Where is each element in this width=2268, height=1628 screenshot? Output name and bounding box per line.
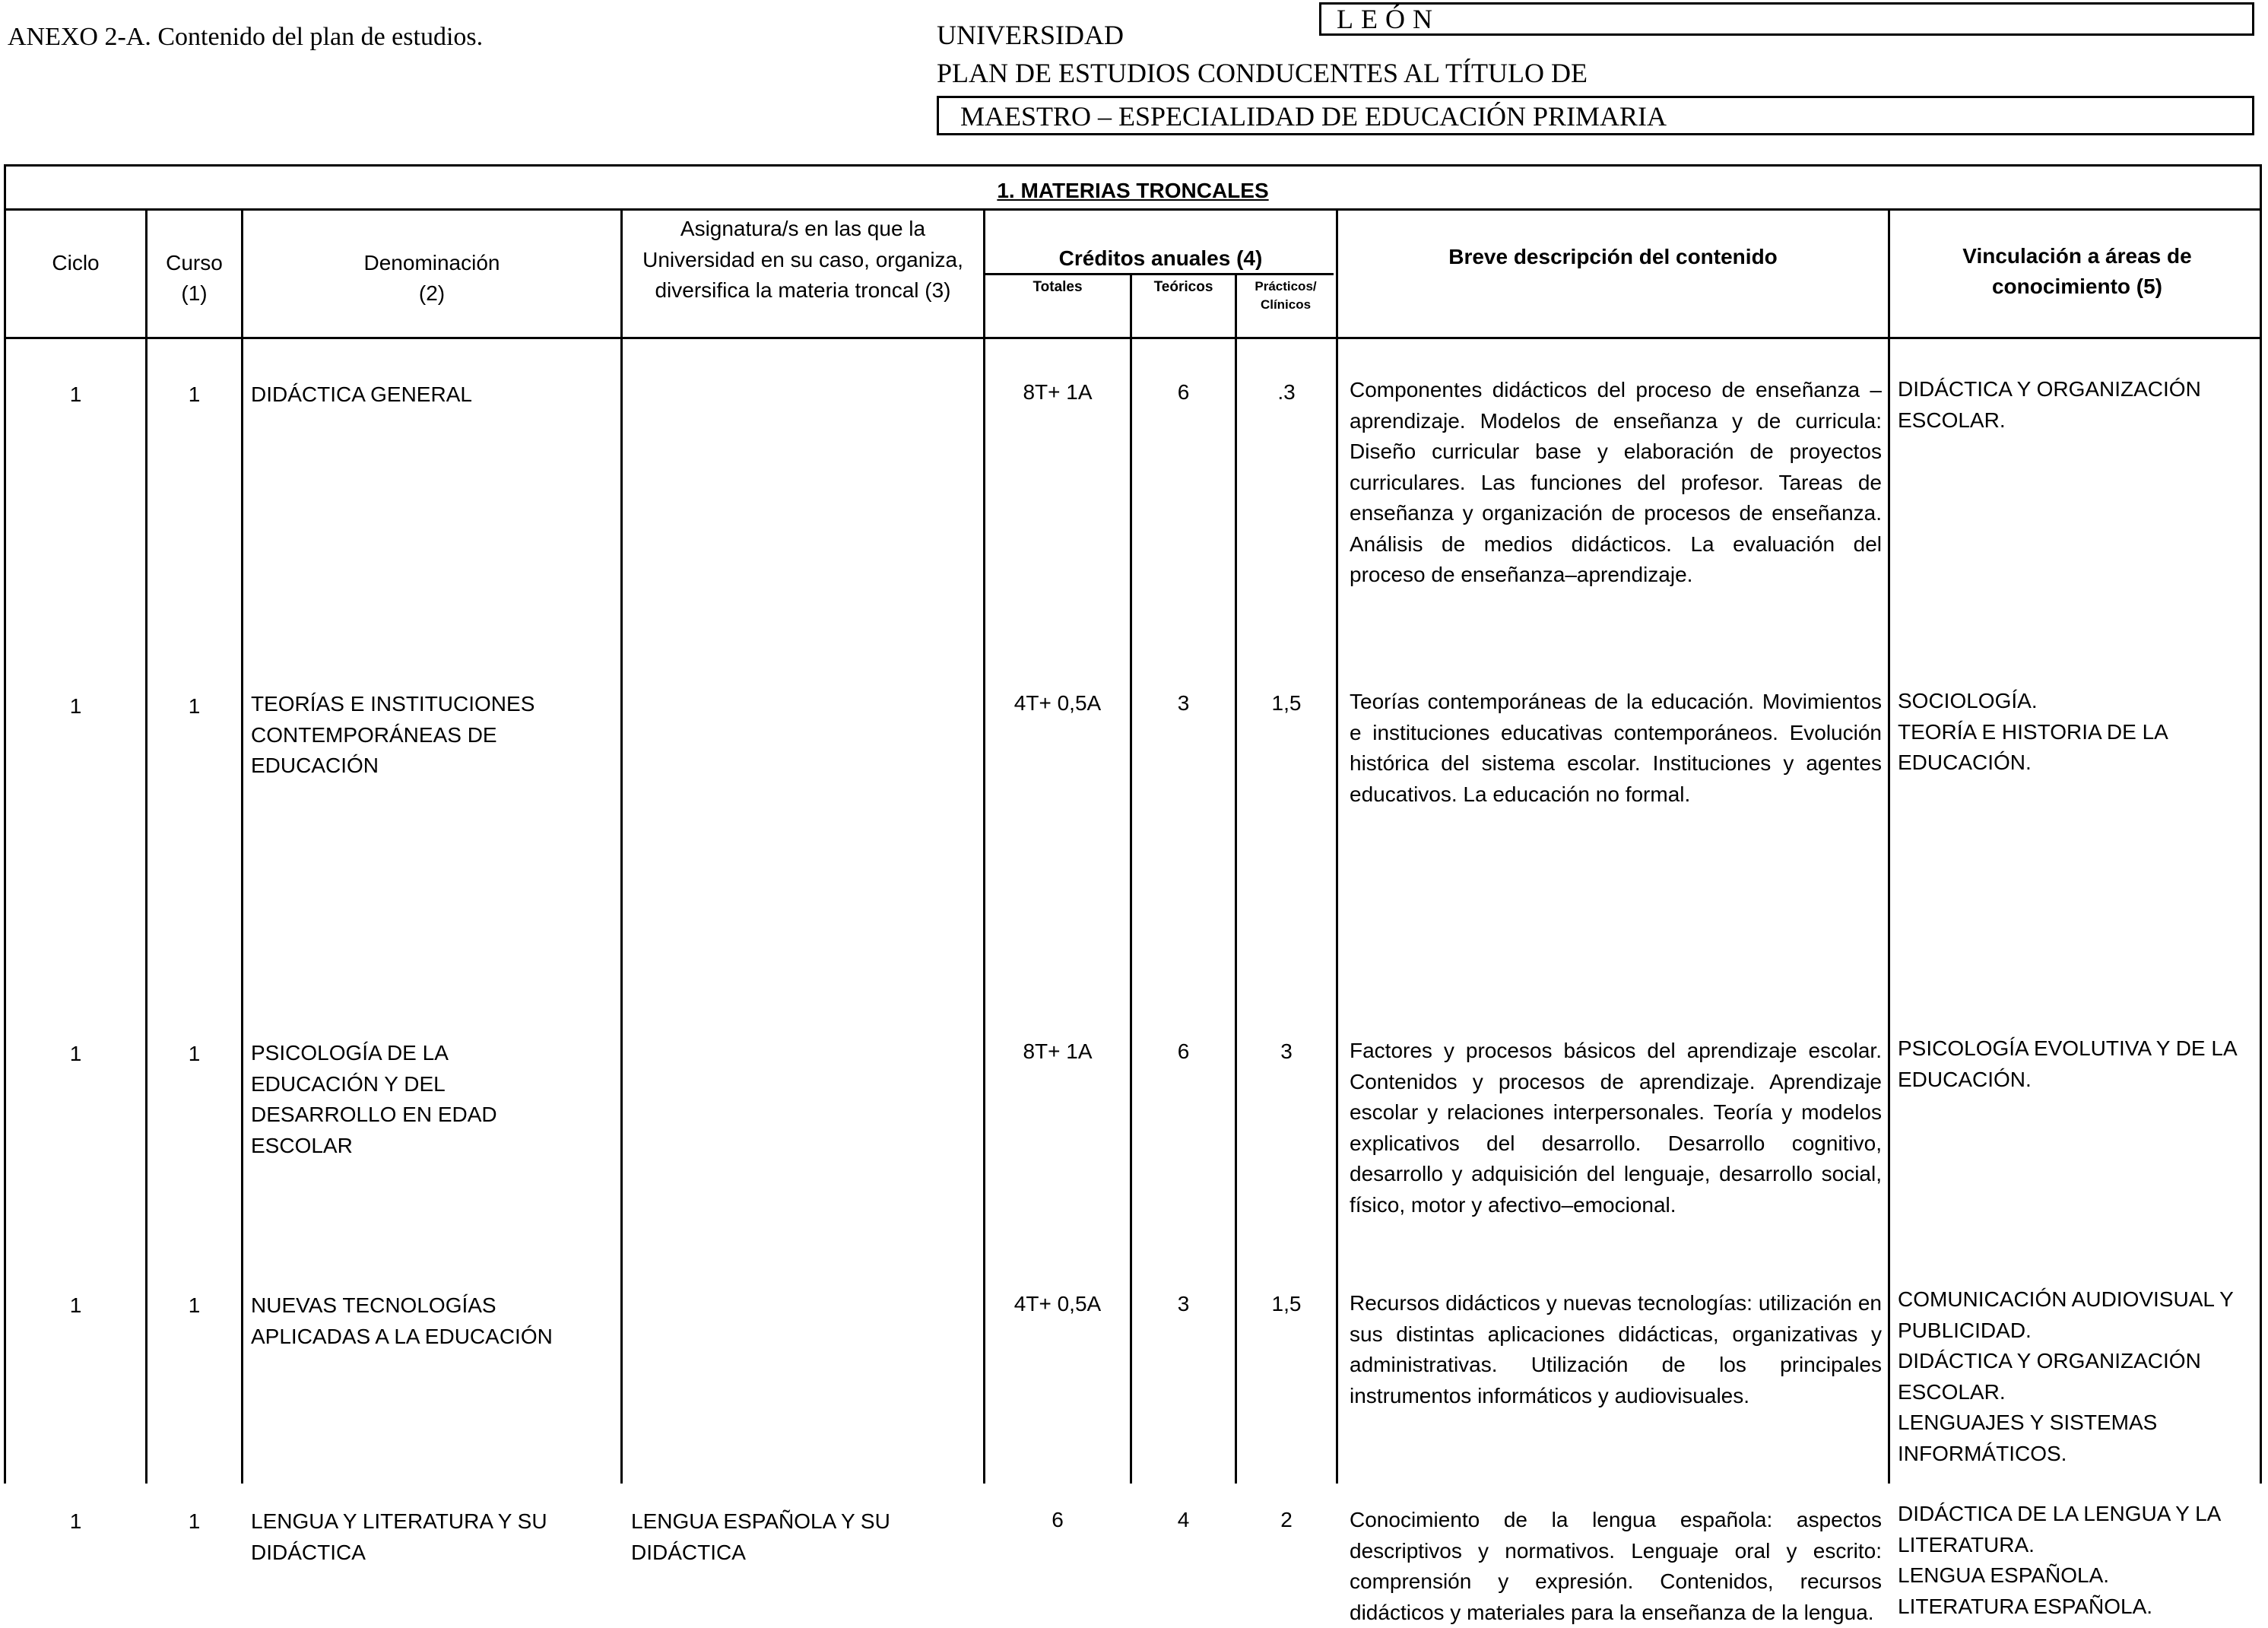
col-header-vinculacion: Vinculación a áreas de conocimiento (5) [1962, 244, 2192, 298]
row-5-vinculacion: DIDÁCTICA DE LA LENGUA Y LA LITERATURA. LENGUA ESPAÑOLA. LITERATURA ESPAÑOLA. [1898, 1502, 2220, 1618]
row-1-practicos: .3 [1277, 380, 1296, 404]
row-3-denominacion: PSICOLOGÍA DE LA EDUCACIÓN Y DEL DESARROLLO EN EDAD ESCOLAR [251, 1041, 497, 1157]
row-4-totales: 4T+ 0,5A [1013, 1292, 1102, 1315]
row-5-denominacion: LENGUA Y LITERATURA Y SU DIDÁCTICA [251, 1509, 547, 1564]
credits-subheader-divider [983, 273, 1334, 275]
header-bottom-divider [6, 337, 2260, 339]
col-header-denominacion: Denominación [363, 251, 500, 275]
curriculum-table [4, 164, 2262, 1624]
degree-box: MAESTRO – ESPECIALIDAD DE EDUCACIÓN PRIMARIA [937, 96, 2254, 135]
row-3-teoricos: 6 [1177, 1039, 1190, 1063]
col-header-totales: Totales [1032, 279, 1083, 295]
row-4-denominacion: NUEVAS TECNOLOGÍAS APLICADAS A LA EDUCACIÓN [251, 1293, 553, 1348]
col-header-asignaturas: Asignatura/s en las que la Universidad en su caso, organiza, diversifica la materia troncal (3) [642, 217, 963, 302]
row-3-ciclo: 1 [69, 1042, 82, 1065]
row-1-curso: 1 [188, 382, 201, 406]
column-divider [1336, 210, 1338, 1484]
row-2-practicos: 1,5 [1271, 691, 1302, 715]
column-divider [1888, 210, 1890, 1484]
col-header-ciclo: Ciclo [52, 251, 100, 275]
col-header-curso: Curso [166, 251, 223, 275]
row-4-teoricos: 3 [1177, 1292, 1190, 1315]
col-header-creditos: Créditos anuales (4) [1058, 246, 1263, 270]
col-header-teoricos: Teóricos [1153, 279, 1213, 295]
row-1-descripcion: Componentes didácticos del proceso de enseñanza – aprendizaje. Modelos de enseñanza y de curricula: Diseño curricular base y elaboración de proyectos curriculares. Las funciones del profesor. Tareas de enseñanza y organización de procesos de enseñanza. Análisis de medios didácticos. La evaluación del proceso de enseñanza–aprendizaje. [1350, 378, 1882, 586]
row-2-curso: 1 [188, 694, 201, 718]
row-5-practicos: 2 [1280, 1508, 1293, 1531]
row-2-ciclo: 1 [69, 694, 82, 718]
row-2-denominacion: TEORÍAS E INSTITUCIONES CONTEMPORÁNEAS DE EDUCACIÓN [251, 692, 535, 777]
row-3-curso: 1 [188, 1042, 201, 1065]
section-title: 1. MATERIAS TRONCALES [997, 179, 1269, 202]
university-label: UNIVERSIDAD [937, 20, 1124, 50]
row-2-teoricos: 3 [1177, 691, 1190, 715]
row-2-vinculacion: SOCIOLOGÍA. TEORÍA E HISTORIA DE LA EDUCACIÓN. [1898, 689, 2168, 774]
row-1-vinculacion: DIDÁCTICA Y ORGANIZACIÓN ESCOLAR. [1898, 377, 2201, 432]
row-4-ciclo: 1 [69, 1293, 82, 1317]
row-5-teoricos: 4 [1177, 1508, 1190, 1531]
row-5-ciclo: 1 [69, 1509, 82, 1533]
column-divider [620, 210, 623, 1484]
section-divider [6, 208, 2260, 211]
col-header-descripcion: Breve descripción del contenido [1448, 245, 1778, 268]
row-3-practicos: 3 [1280, 1039, 1293, 1063]
annex-caption: ANEXO 2-A. Contenido del plan de estudios. [8, 23, 484, 51]
row-5-totales: 6 [1052, 1508, 1064, 1531]
university-name-box: LEÓN [1319, 2, 2254, 36]
row-3-vinculacion: PSICOLOGÍA EVOLUTIVA Y DE LA EDUCACIÓN. [1898, 1036, 2237, 1091]
row-5-curso: 1 [188, 1509, 201, 1533]
row-2-descripcion: Teorías contemporáneas de la educación. Movimientos e instituciones educativas contemporáneos. Evolución histórica del sistema escolar. Instituciones y agentes educativos. La educación no formal. [1350, 690, 1882, 806]
row-2-totales: 4T+ 0,5A [1013, 691, 1102, 715]
row-5-asignatura: LENGUA ESPAÑOLA Y SU DIDÁCTICA [631, 1509, 890, 1564]
column-divider [241, 210, 243, 1484]
row-3-totales: 8T+ 1A [1023, 1039, 1093, 1063]
col-header-curso-note: (1) [181, 281, 208, 305]
col-header-practicos: Prácticos/ Clínicos [1255, 279, 1317, 312]
row-1-ciclo: 1 [69, 382, 82, 406]
row-4-vinculacion: COMUNICACIÓN AUDIOVISUAL Y PUBLICIDAD. DIDÁCTICA Y ORGANIZACIÓN ESCOLAR. LENGUAJES Y SISTEMAS INFORMÁTICOS. [1898, 1287, 2234, 1465]
row-5-descripcion: Conocimiento de la lengua española: aspectos descriptivos y normativos. Lenguaje oral y escrito: comprensión y expresión. Contenidos, recursos didácticos y materiales para la enseñanza de la lengua. [1350, 1508, 1882, 1624]
col-header-denominacion-note: (2) [418, 281, 446, 305]
row-1-denominacion: DIDÁCTICA GENERAL [251, 382, 472, 406]
plan-title: PLAN DE ESTUDIOS CONDUCENTES AL TÍTULO DE [937, 58, 1588, 88]
row-1-teoricos: 6 [1177, 380, 1190, 404]
row-4-practicos: 1,5 [1271, 1292, 1302, 1315]
row-4-descripcion: Recursos didácticos y nuevas tecnologías: utilización en sus distintas aplicaciones didácticas, organizativas y administrativas. Utilización de los principales instrumentos informáticos y audiovisuales. [1350, 1291, 1882, 1407]
row-1-totales: 8T+ 1A [1023, 380, 1093, 404]
row-3-descripcion: Factores y procesos básicos del aprendizaje escolar. Contenidos y procesos de aprendizaje. Aprendizaje escolar y relaciones interpersonales. Teoría y modelos explicativos del desarrollo. Desarrollo cognitivo, desarrollo y adquisición del lenguaje, desarrollo social, físico, motor y afectivo–emocional. [1350, 1039, 1882, 1217]
row-4-curso: 1 [188, 1293, 201, 1317]
